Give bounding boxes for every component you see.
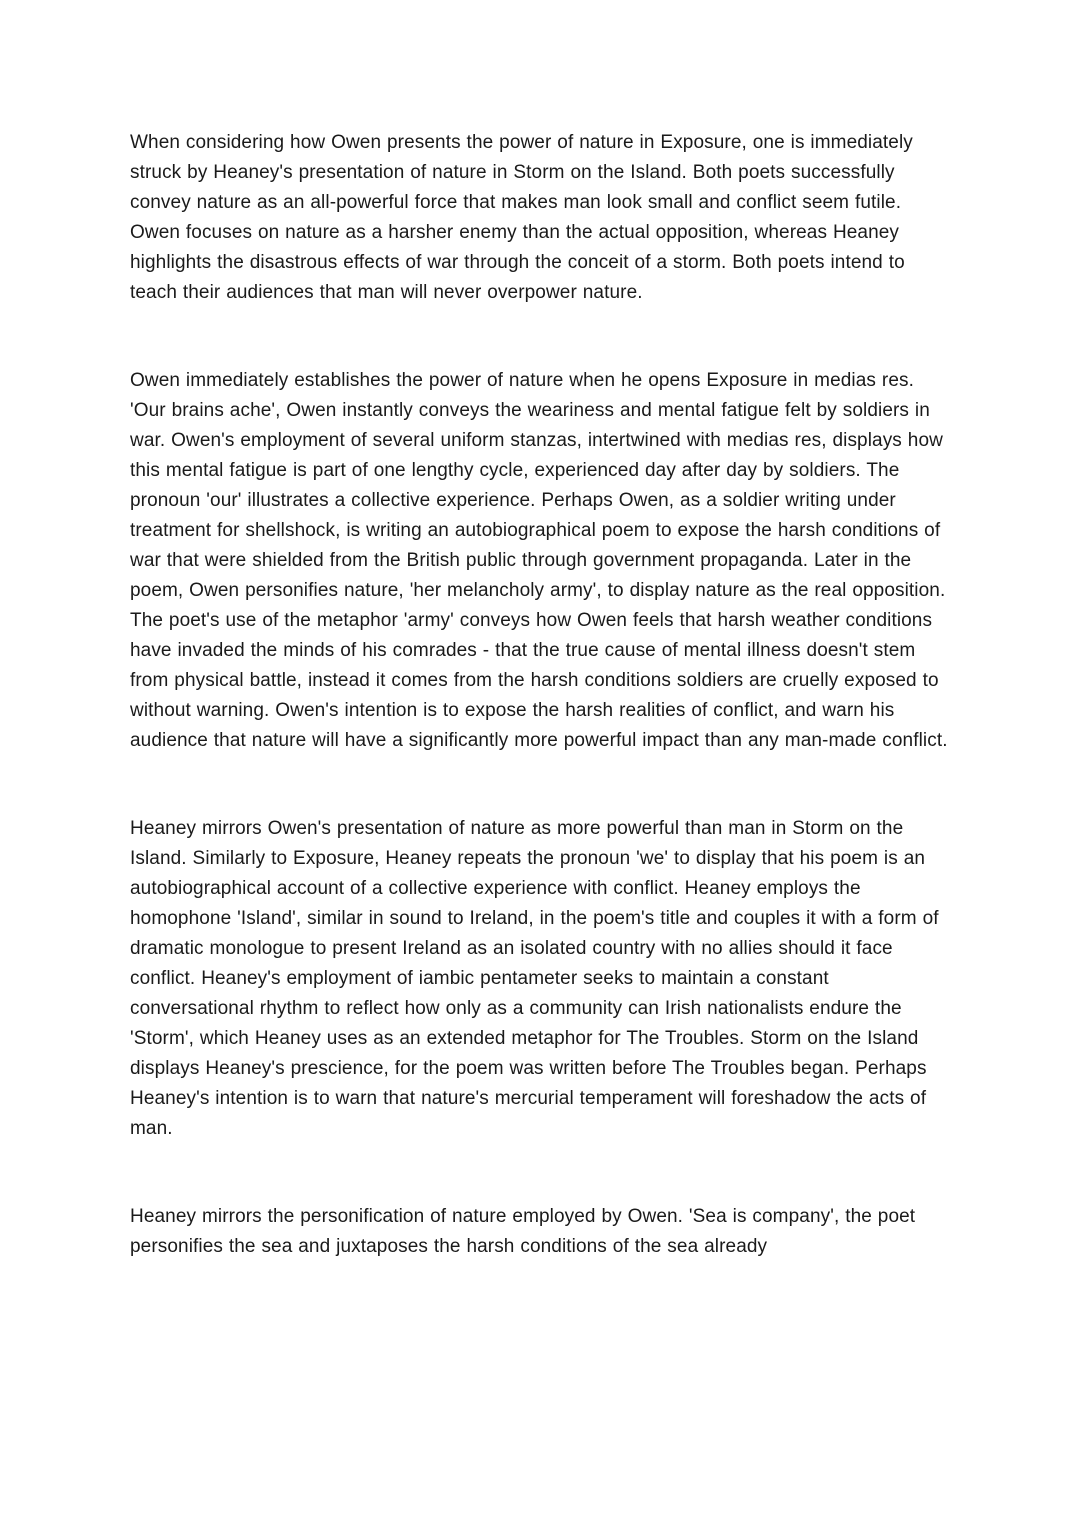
essay-paragraph-2: Owen immediately establishes the power of nature when he opens Exposure in medias res. 'Our brains ache', Owen instantly conveys the weariness and mental fatigue felt by soldiers in war. Owen's employment of several uniform stanzas, intertwined with medias res, displays how this mental fatigue is part of one lengthy cycle, experienced day after day by soldiers. The pronoun 'our' illustrates a collective experience. Perhaps Owen, as a soldier writing under treatment for shellshock, is writing an autobiographical poem to expose the harsh conditions of war that were shielded from the British public through government propaganda. Later in the poem, Owen personifies nature, 'her melancholy army', to display nature as the real opposition. The poet's use of the metaphor 'army' conveys how Owen feels that harsh weather conditions have invaded the minds of his comrades - that the true cause of mental illness doesn't stem from physical battle, instead it comes from the harsh conditions soldiers are cruelly exposed to without warning. Owen's intention is to expose the harsh realities of conflict, and warn his audience that nature will have a significantly more powerful impact than any man-made conflict.: [130, 370, 948, 751]
essay-body: [130, 128, 952, 1320]
essay-paragraph-3: Heaney mirrors Owen's presentation of nature as more powerful than man in Storm on the Island. Similarly to Exposure, Heaney repeats the pronoun 'we' to display that his poem is an autobiographical account of a collective experience with conflict. Heaney employs the homophone 'Island', similar in sound to Ireland, in the poem's title and couples it with a form of dramatic monologue to present Ireland as an isolated country with no allies should it face conflict. Heaney's employment of iambic pentameter seeks to maintain a constant conversational rhythm to reflect how only as a community can Irish nationalists endure the 'Storm', which Heaney uses as an extended metaphor for The Troubles. Storm on the Island displays Heaney's prescience, for the poem was written before The Troubles began. Perhaps Heaney's intention is to warn that nature's mercurial temperament will foreshadow the acts of man.: [130, 818, 939, 1139]
essay-paragraph-4: Heaney mirrors the personification of nature employed by Owen. 'Sea is company', the poet personifies the sea and juxtaposes the harsh conditions of the sea already: [130, 1206, 916, 1257]
essay-paragraph-1: When considering how Owen presents the power of nature in Exposure, one is immediately struck by Heaney's presentation of nature in Storm on the Island. Both poets successfully convey nature as an all-powerful force that makes man look small and conflict seem futile. Owen focuses on nature as a harsher enemy than the actual opposition, whereas Heaney highlights the disastrous effects of war through the conceit of a storm. Both poets intend to teach their audiences that man will never overpower nature.: [130, 132, 913, 303]
